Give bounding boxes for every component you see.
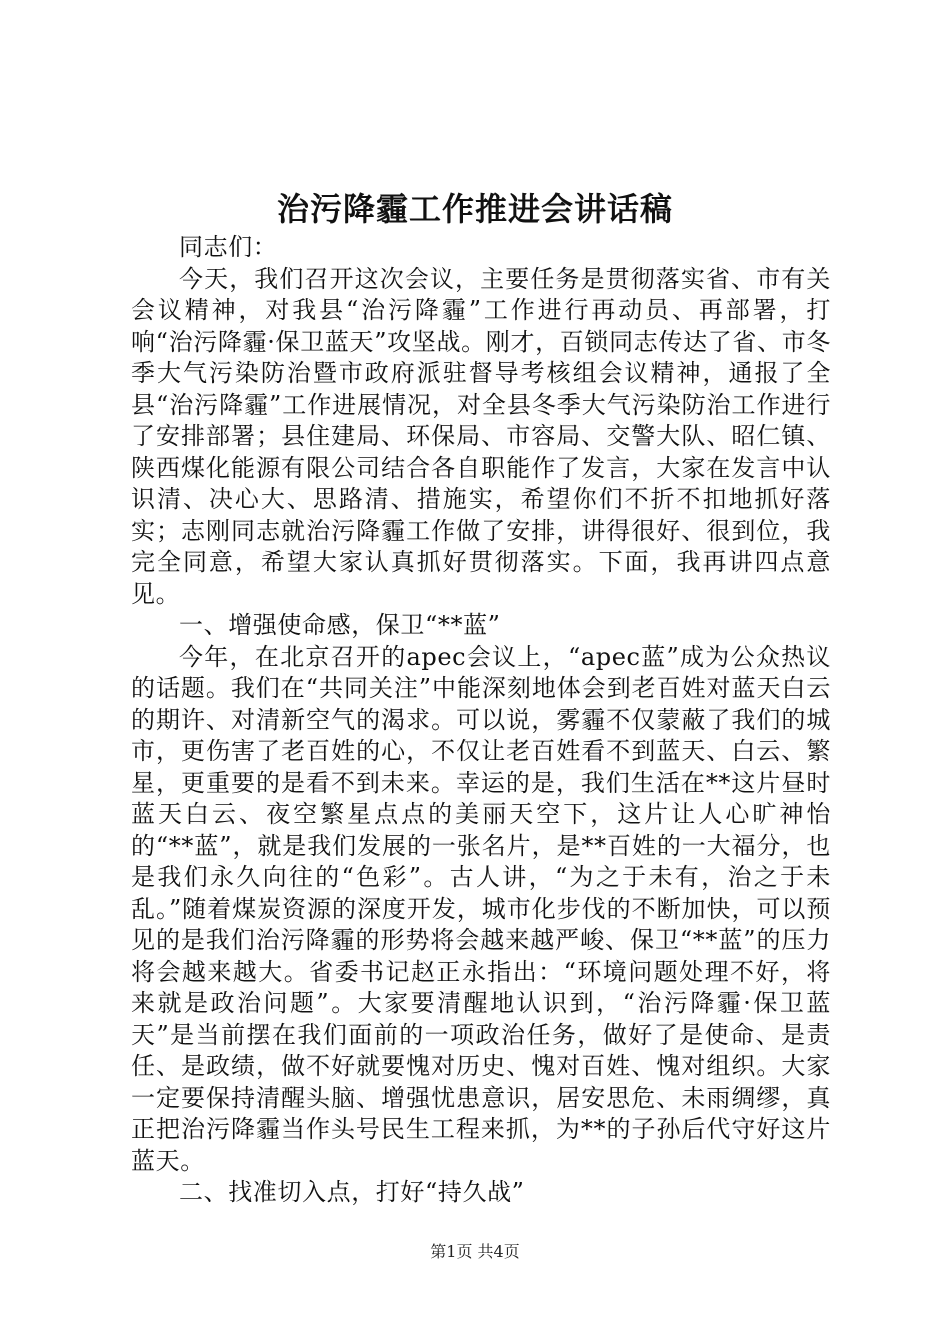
document-body [131,232,831,1209]
document-title: 治污降霾工作推进会讲话稿 [276,190,673,228]
section-heading-2: 二、找准切入点，打好“持久战” [179,1178,525,1206]
page-footer: 第1页 共4页 [430,1242,520,1261]
section-heading-1: 一、增强使命感，保卫“**蓝” [179,611,501,639]
paragraph-section-1: 今年，在北京召开的apec会议上，“apec蓝”成为公众热议的话题。我们在“共同关注”中能深刻地体会到老百姓对蓝天白云的期许、对清新空气的渴求。可以说，雾霾不仅蒙蔽了我们的城市，更伤害了老百姓的心，不仅让老百姓看不到蓝天、白云、繁星，更重要的是看不到未来。幸运的是，我们生活在**这片昼时蓝天白云、夜空繁星点点的美丽天空下，这片让人心旷神怡的“**蓝”，就是我们发展的一张名片，是**百姓的一大福分，也是我们永久向往的“色彩”。古人讲，“为之于未有，治之于未乱。”随着煤炭资源的深度开发，城市化步伐的不断加快，可以预见的是我们治污降霾的形势将会越来越严峻、保卫“**蓝”的压力将会越来越大。省委书记赵正永指出：“环境问题处理不好，将来就是政治问题”。大家要清醒地认识到，“治污降霾·保卫蓝天”是当前摆在我们面前的一项政治任务，做好了是使命、是责任、是政绩，做不好就要愧对历史、愧对百姓、愧对组织。大家一定要保持清醒头脑、增强忧患意识，居安思危、未雨绸缪，真正把治污降霾当作头号民生工程来抓，为**的子孙后代守好这片蓝天。 [131,642,831,1175]
salutation: 同志们： [179,233,278,261]
paragraph-intro: 今天，我们召开这次会议，主要任务是贯彻落实省、市有关会议精神，对我县“治污降霾”工作进行再动员、再部署，打响“治污降霾·保卫蓝天”攻坚战。刚才，百锁同志传达了省、市冬季大气污染防治暨市政府派驻督导考核组会议精神，通报了全县“治污降霾”工作进展情况，对全县冬季大气污染防治工作进行了安排部署；县住建局、环保局、市容局、交警大队、昭仁镇、陕西煤化能源有限公司结合各自职能作了发言，大家在发言中认识清、决心大、思路清、措施实，希望你们不折不扣地抓好落实；志刚同志就治污降霾工作做了安排，讲得很好、很到位，我完全同意，希望大家认真抓好贯彻落实。下面，我再讲四点意见。 [131,264,831,608]
